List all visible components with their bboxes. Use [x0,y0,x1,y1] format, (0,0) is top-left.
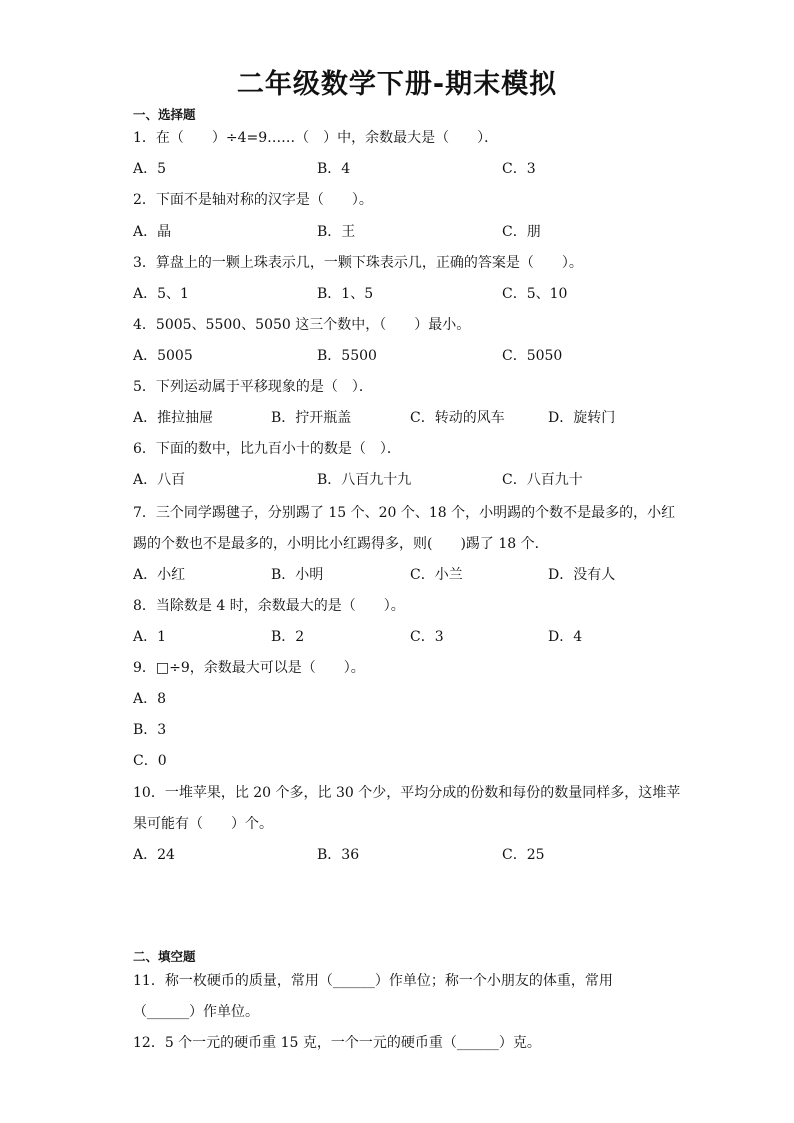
option-a: A．5、1 [133,286,189,302]
question-7-options [133,566,693,584]
option-c: C．八百九十 [502,472,583,488]
option-b: B．王 [317,224,356,240]
question-5-stem: 5．下列运动属于平移现象的是（ ）． [133,379,373,395]
option-c: C．转动的风车 [410,410,505,426]
question-3-options [133,285,693,303]
option-b: B．4 [317,161,351,177]
option-c: C．5、10 [502,286,568,302]
question-10-stem-line2: 果可能有（ ）个。 [133,816,273,832]
question-2-stem: 2．下面不是轴对称的汉字是（ ）。 [133,192,373,208]
question-11-stem-line1: 11．称一枚硬币的质量，常用（______）作单位；称一个小朋友的体重，常用 [133,973,613,989]
option-b: B．36 [317,847,360,863]
question-4-stem: 4．5005、5500、5050 这三个数中，（ ）最小。 [133,317,471,333]
option-c: C．小兰 [410,567,463,583]
option-a: A．5005 [133,348,193,364]
question-8-stem: 8．当除数是 4 时，余数最大的是（ ）。 [133,598,405,614]
option-b: B．小明 [271,567,324,583]
question-9-option-b: B．3 [133,722,167,738]
question-7-stem-line2: 踢的个数也不是最多的，小明比小红踢得多，则( )踢了 18 个． [133,536,549,552]
section-heading-fill: 二、填空题 [133,949,196,964]
question-1-options [133,160,693,178]
question-7-stem-line1: 7．三个同学踢毽子，分别踢了 15 个、20 个、18 个，小明踢的个数不是最多的，小红 [133,505,676,521]
option-c: C．3 [502,161,536,177]
question-1-stem: 1．在（ ）÷4=9……（ ）中，余数最大是（ ）． [133,130,499,146]
option-d: D．4 [548,629,583,645]
question-2-options [133,223,693,241]
question-8-options [133,628,693,646]
option-b: B．八百九十九 [317,472,412,488]
option-b: B．5500 [317,348,377,364]
question-4-options [133,347,693,365]
question-12-stem: 12．5 个一元的硬币重 15 克，一个一元的硬币重（______）克。 [133,1035,541,1051]
option-b: B．拧开瓶盖 [271,410,352,426]
page-title: 二年级数学下册-期末模拟 [236,69,558,100]
option-a: A．24 [133,847,175,863]
question-11-stem-line2: （______）作单位。 [133,1004,259,1020]
question-9-option-c: C．0 [133,753,167,769]
option-c: C．25 [502,847,545,863]
question-6-options [133,471,693,489]
question-10-stem-line1: 10．一堆苹果，比 20 个多，比 30 个少，平均分成的份数和每份的数量同样多，这堆苹 [133,785,681,801]
option-c: C．3 [410,629,444,645]
option-a: A．小红 [133,567,186,583]
question-5-options [133,409,693,427]
section-heading-choice: 一、选择题 [133,107,196,122]
question-9-option-a: A．8 [133,691,167,707]
option-c: C．5050 [502,348,563,364]
option-c: C．朋 [502,224,541,240]
option-b: B．1、5 [317,286,374,302]
question-9-stem: 9．□÷9，余数最大可以是（ ）。 [133,660,365,676]
option-a: A．推拉抽屉 [133,410,214,426]
question-3-stem: 3．算盘上的一颗上珠表示几，一颗下珠表示几，正确的答案是（ ）。 [133,255,583,271]
option-a: A．1 [133,629,167,645]
option-a: A．八百 [133,472,186,488]
option-a: A．5 [133,161,167,177]
option-d: D．旋转门 [548,410,616,426]
option-a: A．晶 [133,224,172,240]
option-b: B．2 [271,629,305,645]
option-d: D．没有人 [548,567,616,583]
question-6-stem: 6．下面的数中，比九百小十的数是（ ）． [133,441,401,457]
question-10-options [133,846,693,864]
